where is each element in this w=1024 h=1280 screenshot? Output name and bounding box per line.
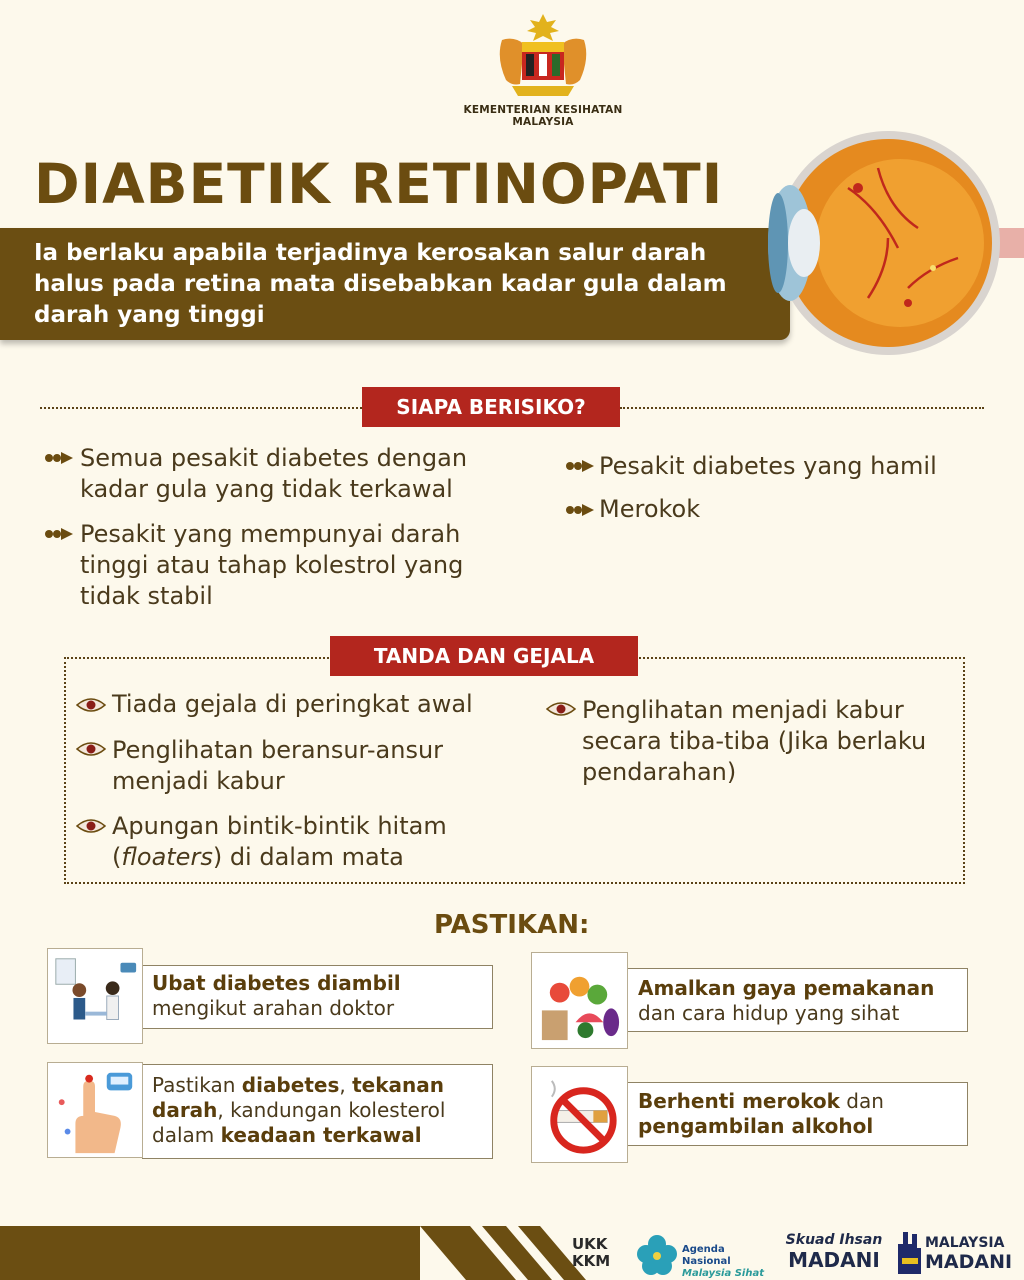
agenda-nasional-logo — [682, 1244, 776, 1280]
arrow-bullet-icon — [565, 503, 595, 517]
risk-item: Pesakit diabetes yang hamil — [599, 452, 937, 480]
ukk-text: UKK — [572, 1235, 608, 1253]
skuad-line2: MADANI — [788, 1248, 880, 1272]
diet-rest: dan cara hidup yang sihat — [638, 1001, 900, 1025]
ensure-card-control-text — [152, 1073, 488, 1148]
floaters-open: ( — [112, 843, 122, 871]
symptom-item: Penglihatan beransur-ansur menjadi kabur — [112, 736, 444, 795]
risk-item: Semua pesakit diabetes dengan kadar gula yang tidak terkawal — [80, 444, 468, 503]
hibiscus-icon — [634, 1232, 680, 1276]
arrow-bullet-icon — [44, 527, 74, 541]
diet-bold: Amalkan gaya pemakanan — [638, 976, 935, 1000]
malaysia-madani-logo — [925, 1234, 1020, 1272]
symptom-item: Penglihatan menjadi kabur secara tiba-tiba (Jika berlaku pendarahan) — [582, 696, 927, 786]
eye-bullet-icon — [76, 697, 106, 713]
smoking-bold2: pengambilan alkohol — [638, 1114, 874, 1138]
skuad-ihsan-madani-logo — [784, 1232, 884, 1272]
kkm-text: KKM — [572, 1252, 611, 1270]
control-bold-pressure: tekanan darah — [152, 1073, 444, 1122]
ensure-heading: PASTIKAN: — [434, 910, 590, 940]
risk-heading: SIAPA BERISIKO? — [362, 387, 620, 427]
ukk-kkm-logo — [572, 1236, 622, 1270]
ensure-card-medication-text — [152, 971, 488, 1021]
control-mid: , kandungan kolesterol dalam — [152, 1098, 446, 1147]
ensure-card-diet-text — [638, 976, 968, 1026]
eye-bullet-icon — [546, 701, 576, 717]
agenda-line2: Malaysia Sihat — [682, 1268, 764, 1279]
risk-divider-right — [620, 407, 984, 409]
symptom-item-floaters — [112, 842, 542, 873]
page-title: DIABETIK RETINOPATI — [34, 152, 724, 216]
definition-text: Ia berlaku apabila terjadinya kerosakan salur darah halus pada retina mata disebabkan kadar gula dalam darah yang tinggi — [34, 240, 727, 328]
control-comma: , — [339, 1073, 353, 1097]
risk-divider-left — [40, 407, 362, 409]
smoking-bold: Berhenti merokok — [638, 1089, 840, 1113]
smoking-mid: dan — [839, 1089, 884, 1113]
eye-anatomy-illustration — [728, 128, 1024, 368]
ensure-card-smoking-text — [638, 1089, 968, 1139]
floaters-word: floaters — [121, 843, 213, 871]
agenda-line1: Agenda Nasional — [682, 1244, 731, 1267]
arrow-bullet-icon — [44, 451, 74, 465]
control-bold-state: keadaan terkawal — [220, 1123, 422, 1147]
healthy-food-icon — [531, 952, 628, 1049]
no-smoking-icon — [531, 1066, 628, 1163]
floaters-rest: ) di dalam mata — [212, 843, 404, 871]
malaysia-madani-hand-icon — [894, 1228, 924, 1276]
malaysia-coat-of-arms-icon — [488, 10, 598, 102]
arrow-bullet-icon — [565, 459, 595, 473]
risk-item: Pesakit yang mempunyai darah tinggi atau tahap kolestrol yang tidak stabil — [80, 520, 464, 610]
malaysia-text: MALAYSIA — [925, 1235, 1005, 1251]
blood-glucose-test-icon — [47, 1062, 143, 1158]
madani-text: MADANI — [925, 1251, 1013, 1273]
symptoms-heading: TANDA DAN GEJALA — [330, 636, 638, 676]
symptom-item: Tiada gejala di peringkat awal — [112, 690, 473, 718]
control-pre: Pastikan — [152, 1073, 242, 1097]
eye-bullet-icon — [76, 818, 106, 834]
symptom-item: Apungan bintik-bintik hitam — [112, 812, 447, 840]
control-bold-diabetes: diabetes — [241, 1073, 340, 1097]
eye-bullet-icon — [76, 741, 106, 757]
medication-rest: mengikut arahan doktor — [152, 996, 395, 1020]
skuad-line1: Skuad Ihsan — [785, 1232, 883, 1248]
risk-item: Merokok — [599, 495, 701, 523]
doctor-consultation-icon — [47, 948, 143, 1044]
ministry-name: KEMENTERIAN KESIHATAN MALAYSIA — [463, 104, 623, 128]
medication-bold: Ubat diabetes diambil — [152, 971, 401, 995]
